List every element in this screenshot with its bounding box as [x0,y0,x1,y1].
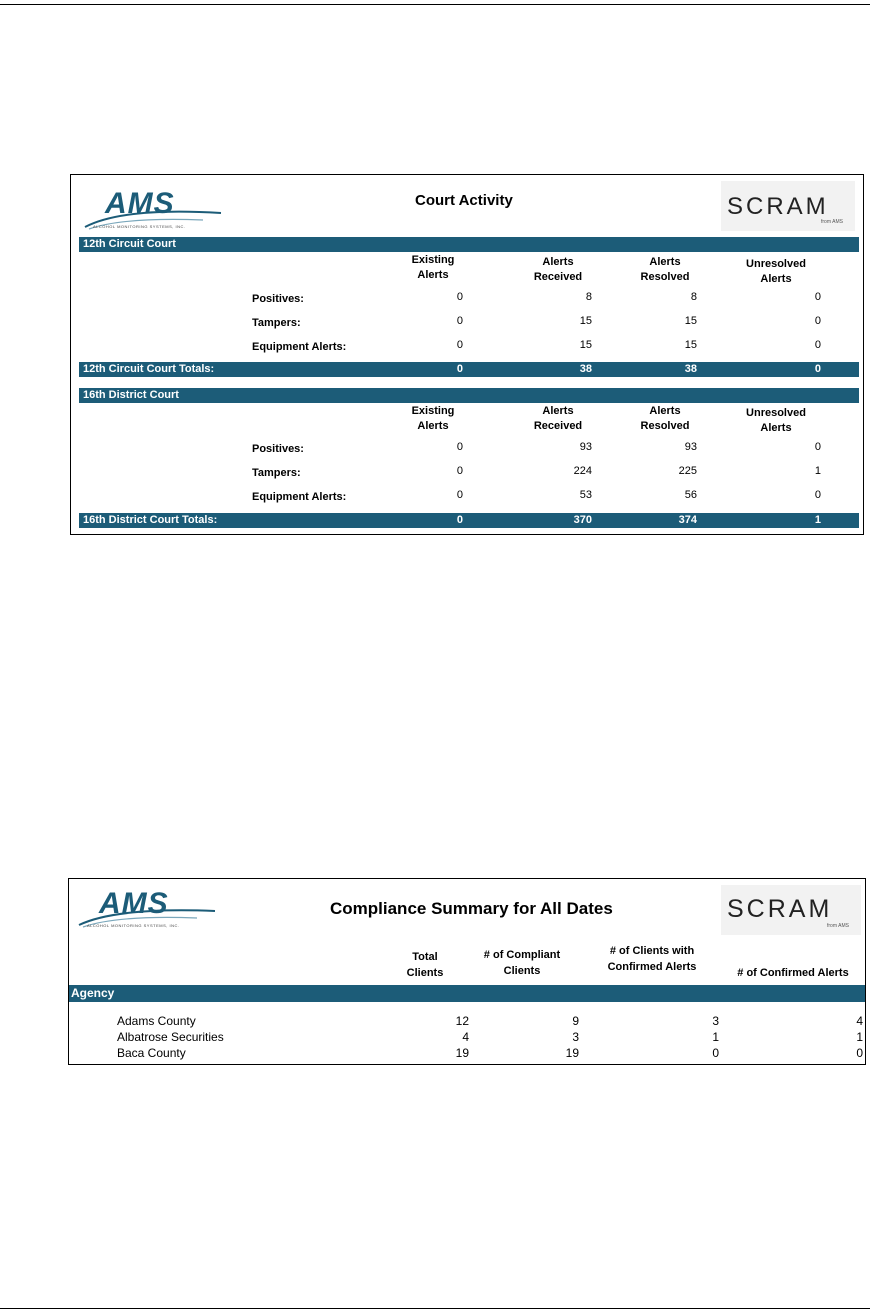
col-header-unresolved: Unresolved Alerts [746,258,806,285]
cell: 8 [690,291,697,303]
scram-wordmark: SCRAM [727,193,829,220]
col-header-received: Alerts Received [533,405,583,432]
row-label: Tampers: [252,317,301,329]
cell: 19 [565,1046,579,1060]
cell: 19 [455,1046,469,1060]
cell: 53 [579,489,592,501]
court-name: 12th Circuit Court [83,238,176,250]
cell: 3 [712,1014,719,1028]
row-label: Equipment Alerts: [252,491,347,503]
cell: 0 [814,315,821,327]
agency-label: Agency [71,986,115,1000]
cell: 0 [456,339,463,351]
report-title: Compliance Summary for All Dates [330,899,613,918]
court-header-bar [79,237,859,252]
ams-wordmark: AMS [105,187,175,220]
totals-label: 16th District Court Totals: [83,514,218,526]
cell: 0 [814,441,821,453]
total-cell: 370 [573,514,592,526]
row-label: Positives: [252,293,304,305]
cell: 15 [579,315,592,327]
total-cell: 38 [579,363,592,375]
court-name: 16th District Court [83,389,179,401]
cell: 0 [456,465,463,477]
col-header-resolved: Alerts Resolved [640,256,690,283]
court-activity-report [70,174,864,535]
col-header-resolved: Alerts Resolved [640,405,690,432]
cell: 12 [455,1014,469,1028]
ams-logo [83,187,223,231]
row-label: Equipment Alerts: [252,341,347,353]
cell: 224 [573,465,592,477]
col-header-compliant-clients: # of Compliant Clients [483,949,561,977]
cell: 0 [456,315,463,327]
col-header-received: Alerts Received [533,256,583,283]
cell: 4 [856,1014,863,1028]
total-cell: 0 [456,363,463,375]
cell: 15 [579,339,592,351]
court-header-bar [79,388,859,403]
cell: 1 [814,465,821,477]
scram-sub: from AMS [821,219,843,225]
report-title: Court Activity [415,192,513,209]
cell: 0 [456,489,463,501]
cell: 0 [814,489,821,501]
cell: 93 [579,441,592,453]
agency-header-bar [69,985,865,1002]
total-cell: 0 [814,363,821,375]
total-cell: 38 [684,363,697,375]
cell: 1 [856,1030,863,1044]
scram-sub: from AMS [827,923,849,929]
cell: 0 [712,1046,719,1060]
court-totals-bar [79,362,859,377]
row-label: Positives: [252,443,304,455]
cell: 0 [814,291,821,303]
bottom-rule [0,1308,870,1309]
ams-tagline: ALCOHOL MONITORING SYSTEMS, INC. [93,224,186,229]
scram-logo [721,885,861,935]
agency-name: Albatrose Securities [117,1030,224,1044]
cell: 15 [684,339,697,351]
agency-name: Adams County [117,1014,196,1028]
agency-name: Baca County [117,1046,186,1060]
top-rule [0,4,870,5]
cell: 4 [462,1030,469,1044]
total-cell: 374 [678,514,697,526]
col-header-unresolved: Unresolved Alerts [746,407,806,434]
scram-wordmark: SCRAM [727,895,833,923]
cell: 0 [856,1046,863,1060]
col-header-existing: Existing Alerts [411,254,455,281]
cell: 225 [678,465,697,477]
cell: 9 [572,1014,579,1028]
ams-logo [77,887,217,931]
total-cell: 0 [456,514,463,526]
scram-logo [721,181,855,231]
compliance-summary-report [68,878,866,1065]
cell: 56 [684,489,697,501]
ams-tagline: ALCOHOL MONITORING SYSTEMS, INC. [87,923,180,928]
row-label: Tampers: [252,467,301,479]
col-header-existing: Existing Alerts [411,405,455,432]
cell: 1 [712,1030,719,1044]
court-totals-bar [79,513,859,528]
cell: 93 [684,441,697,453]
ams-wordmark: AMS [99,887,169,920]
cell: 15 [684,315,697,327]
col-header-clients-confirmed: # of Clients with Confirmed Alerts [607,945,697,973]
col-header-total-clients: Total Clients [406,951,444,979]
cell: 0 [814,339,821,351]
total-cell: 1 [814,514,821,526]
totals-label: 12th Circuit Court Totals: [83,363,215,375]
cell: 3 [572,1030,579,1044]
cell: 8 [585,291,592,303]
cell: 0 [456,441,463,453]
cell: 0 [456,291,463,303]
col-header-confirmed-alerts: # of Confirmed Alerts [737,967,849,979]
